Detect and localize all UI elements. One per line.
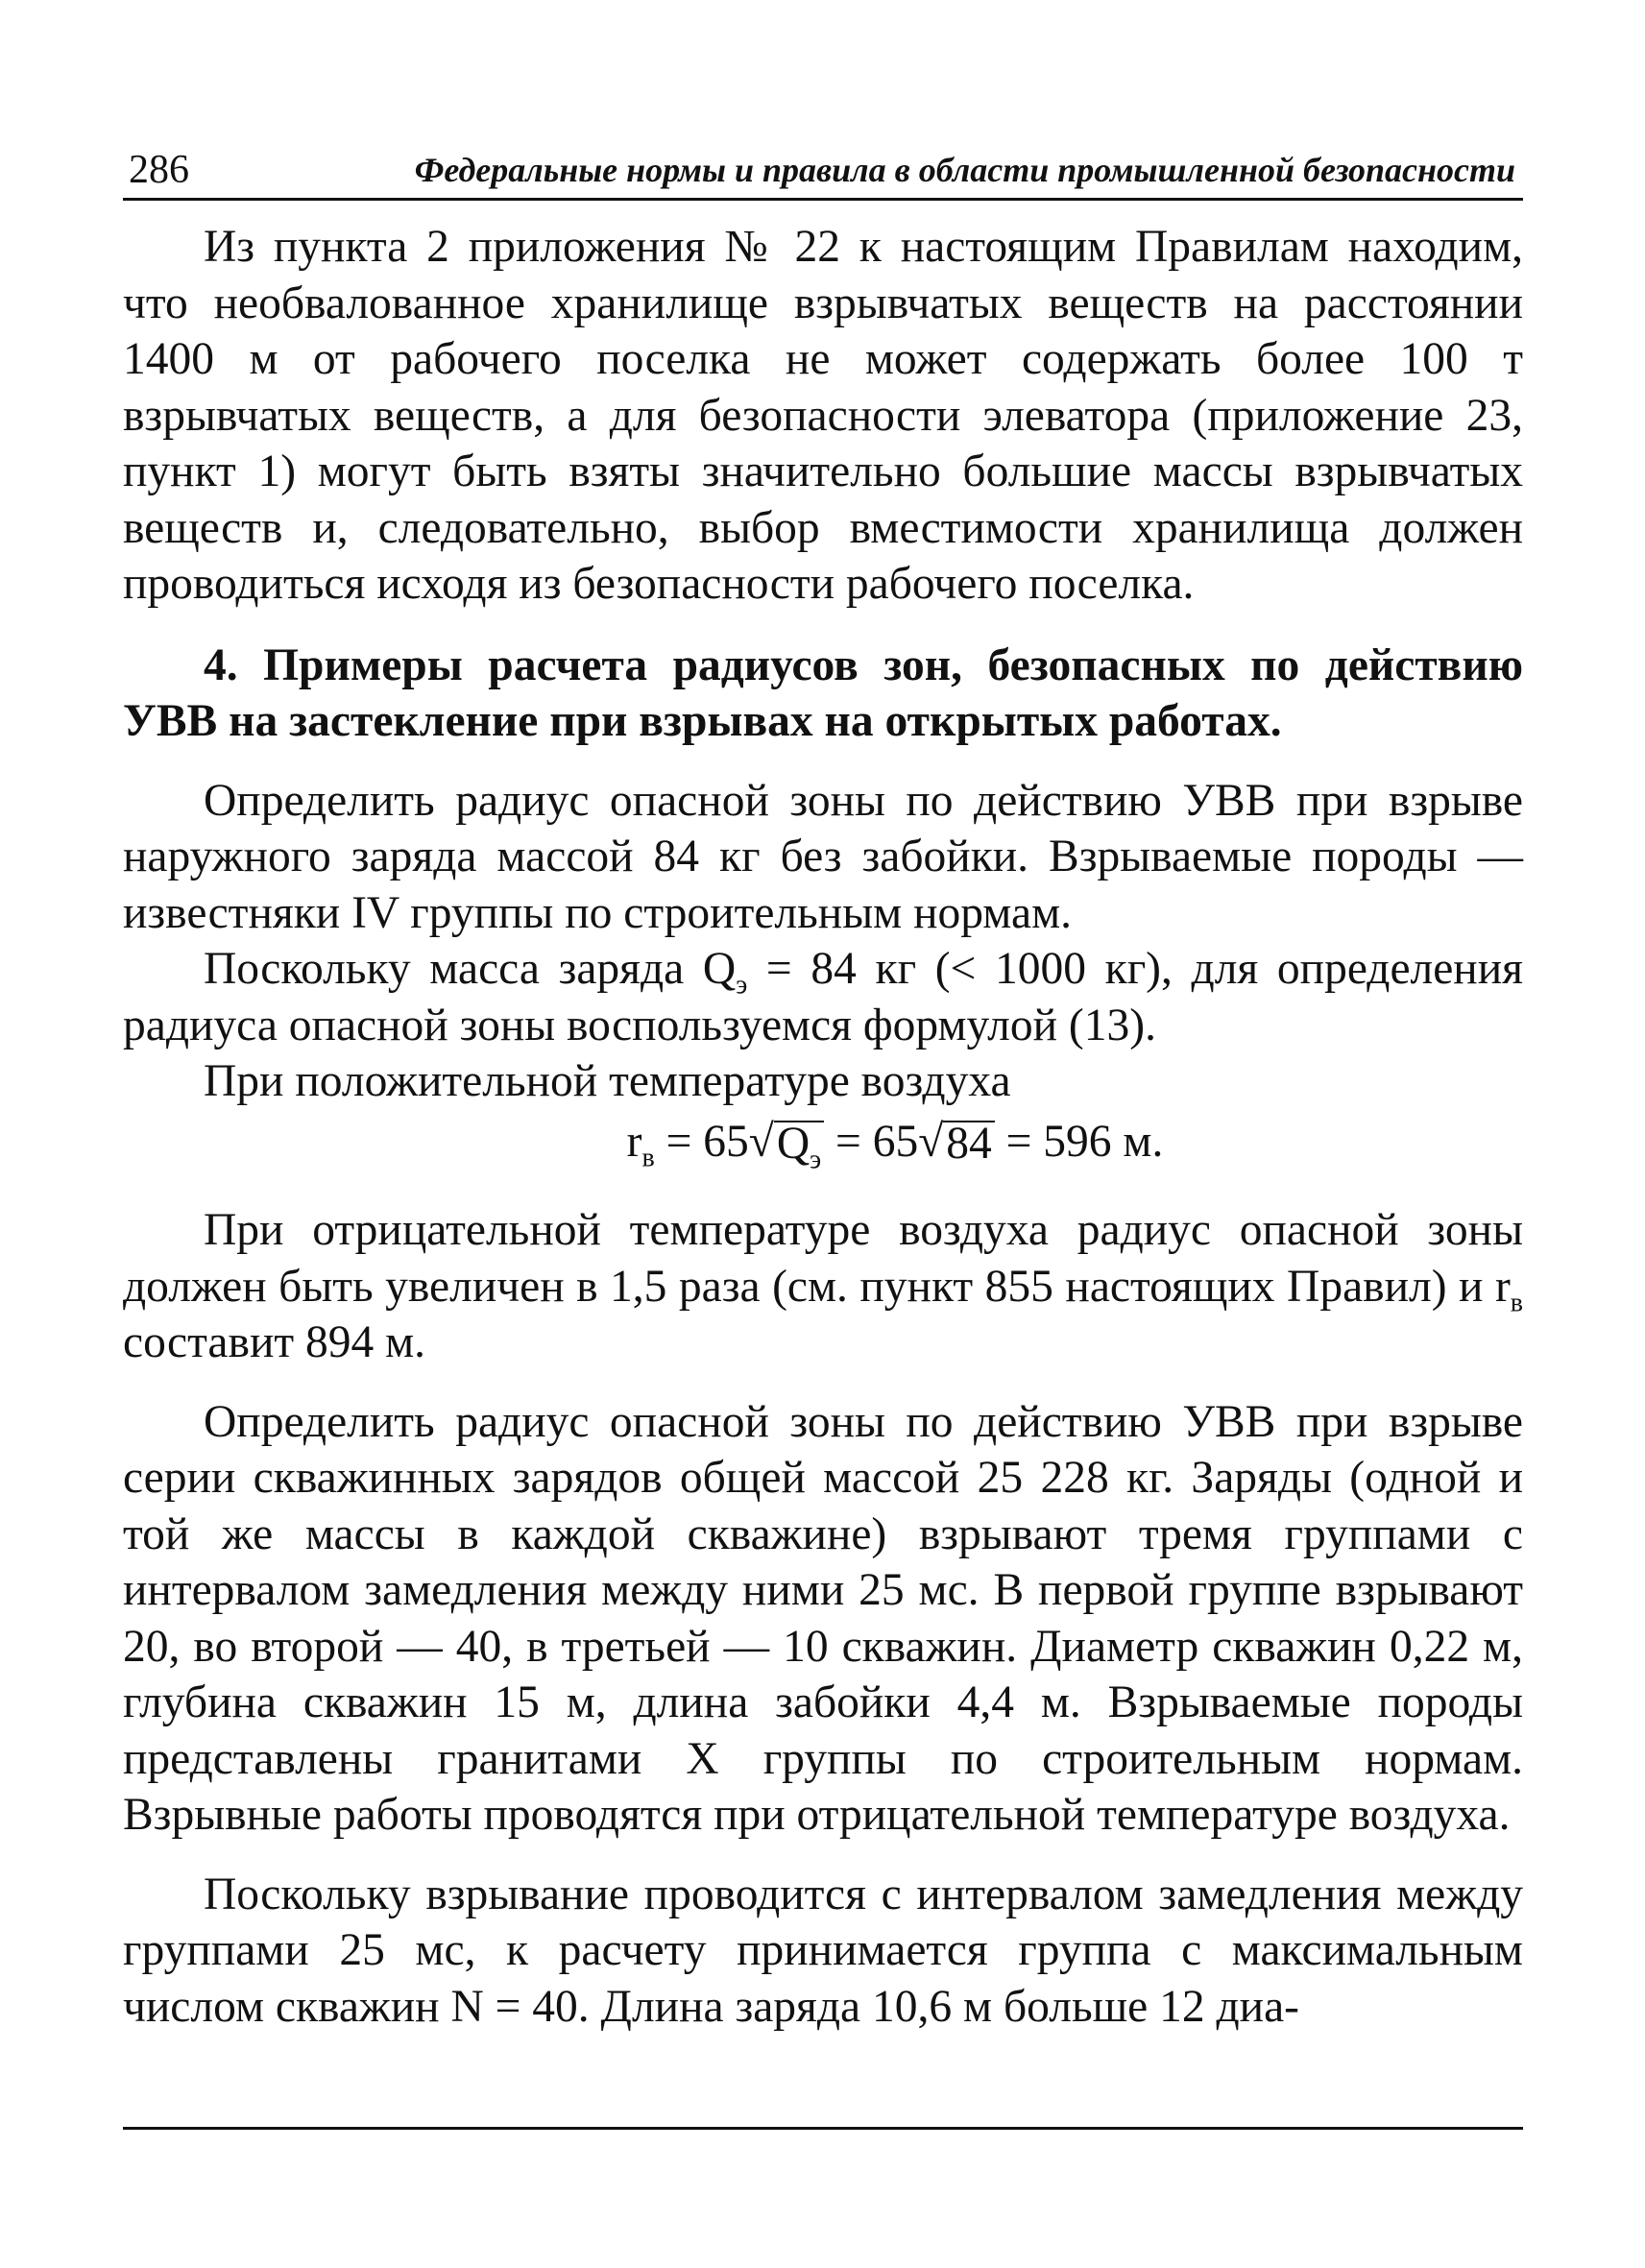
footer-rule bbox=[123, 2127, 1523, 2130]
sqrt-sign: √ bbox=[748, 1116, 774, 1167]
paragraph-interval: Поскольку взрывание проводится с интервалом замедления между группами 25 мс, к расчету принимается группа с максимальным числом скважин N = 40. Длина заряда 10,6 м больше 12 диа- bbox=[123, 1869, 1523, 2032]
running-title: Федеральные нормы и правила в области промышленной безопасности bbox=[414, 151, 1515, 189]
radius-formula bbox=[267, 1114, 1523, 1174]
page-number: 286 bbox=[129, 148, 189, 192]
negative-temp-r: r bbox=[1494, 1261, 1511, 1312]
formula-eq-1: = 65 bbox=[654, 1116, 749, 1167]
page-header bbox=[123, 144, 1523, 201]
paragraph-mass bbox=[123, 941, 1523, 1053]
paragraph-negative-temp bbox=[123, 1202, 1523, 1371]
paragraph-task-1: Определить радиус опасной зоны по действию УВВ при взрыве наружного заряда массой 84 кг без забойки. Взрываемые породы — известняки IV группы по строительным нормам. bbox=[123, 775, 1523, 938]
paragraph-storage: Из пункта 2 приложения № 22 к настоящим Правилам находим, что необвалованное хранилище взрывчатых веществ на расстоянии 1400 м от рабочего поселка не может содержать более 100 т взрывчатых веществ, а для безопасности элеватора (приложение 23, пункт 1) могут быть взяты значительно большие массы взрывчатых веществ и, следовательно, выбор вместимости хранилища должен проводиться исходя из безопасности рабочего поселка. bbox=[123, 222, 1523, 609]
mass-text-start: Поскольку масса заряда Q bbox=[204, 944, 737, 994]
negative-temp-text: При отрицательной температуре воздуха радиус опасной зоны должен быть увеличен в 1,5 раза (см. пункт 855 настоящих Правил) и bbox=[123, 1205, 1523, 1312]
paragraph-task-2: Определить радиус опасной зоны по действию УВВ при взрыве серии скважинных зарядов общей массой 25 228 кг. Заряды (одной и той же массы в каждой скважине) взрывают тремя группами с интервалом замедления между ними 25 мс. В первой группе взрывают 20, во второй — 40, в третьей — 10 скважин. Диаметр скважин 0,22 м, глубина скважин 15 м, длина забойки 4,4 м. Взрываемые породы представлены гранитами X группы по строительным нормам. Взрывные работы проводятся при отрицательной температуре воздуха. bbox=[123, 1396, 1523, 1840]
formula-eq-3: = 596 м. bbox=[994, 1116, 1164, 1167]
sqrt-radicand-84: 84 bbox=[943, 1121, 995, 1165]
formula-eq-2: = 65√ bbox=[824, 1116, 944, 1167]
sqrt-radicand-q bbox=[774, 1118, 824, 1174]
mass-text-end: = 84 кг (< 1000 кг), для определения радиуса опасной зоны воспользуемся формулой (13). bbox=[123, 944, 1523, 1050]
negative-temp-result: составит 894 м. bbox=[123, 1317, 426, 1367]
formula-lhs-subscript: в bbox=[641, 1143, 655, 1172]
radicand-q: Q bbox=[776, 1118, 810, 1169]
page-body bbox=[123, 219, 1523, 2035]
paragraph-positive-temp: При положительной температуре воздуха bbox=[204, 1056, 1011, 1106]
section-heading: 4. Примеры расчета радиусов зон, безопасных по действию УВВ на застекление при взрывах на открытых работах. bbox=[123, 639, 1523, 746]
formula-lhs: r bbox=[626, 1116, 642, 1167]
negative-temp-subscript: в bbox=[1510, 1288, 1523, 1317]
mass-subscript: э bbox=[736, 970, 748, 1001]
radicand-q-subscript: э bbox=[810, 1145, 822, 1174]
